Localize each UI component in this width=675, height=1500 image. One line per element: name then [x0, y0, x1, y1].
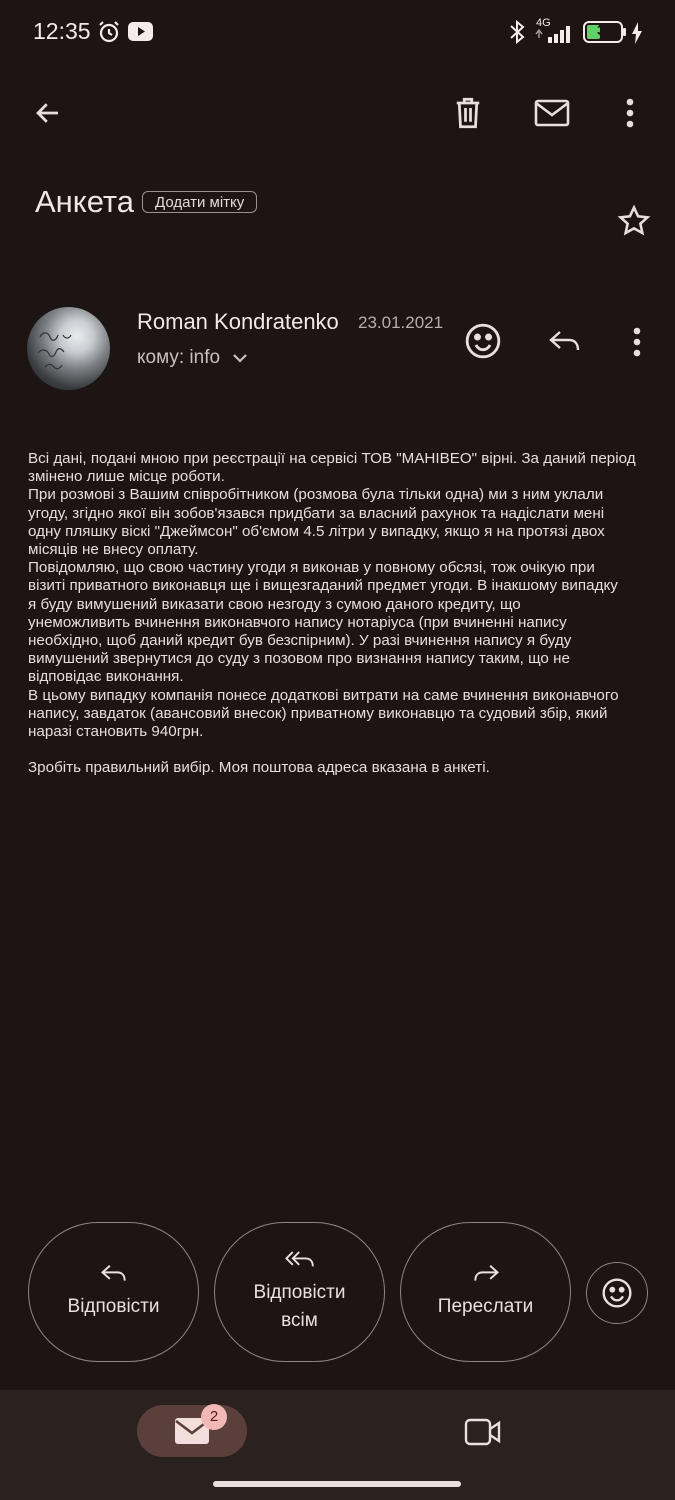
alarm-icon: [97, 20, 121, 44]
youtube-icon: [128, 22, 153, 41]
sender-name: Roman Kondratenko: [137, 309, 339, 334]
reply-all-button[interactable]: [214, 1222, 385, 1362]
back-arrow-icon[interactable]: [25, 90, 71, 136]
signal-icon: [534, 24, 576, 44]
trash-icon[interactable]: [445, 90, 491, 136]
mail-badge: 2: [201, 1404, 227, 1430]
forward-label: Переслати: [437, 1296, 534, 1317]
reply-all-label: Відповісти всім: [253, 1282, 346, 1331]
reply-icon: [100, 1263, 128, 1285]
reply-icon[interactable]: [543, 320, 587, 364]
emoji-react-icon[interactable]: [460, 318, 506, 364]
bluetooth-icon: [508, 19, 526, 45]
more-vert-icon[interactable]: [610, 90, 650, 136]
forward-icon: [472, 1263, 500, 1285]
mail-tab[interactable]: [137, 1405, 247, 1457]
star-icon[interactable]: [613, 200, 655, 242]
home-indicator[interactable]: [213, 1481, 461, 1487]
reply-all-icon: [284, 1249, 316, 1271]
recipients-text: кому: info: [137, 347, 221, 368]
battery-level: 38: [597, 22, 614, 39]
forward-button[interactable]: [400, 1222, 571, 1362]
charging-icon: [631, 22, 643, 44]
email-date: 23.01.2021: [358, 313, 444, 332]
email-body: Всі дані, подані мною при реєстрації на сервісі ТОВ "МАНІВЕО" вірні. За даний період змінено лише місце роботи. При розмові з Вашим співробітником (розмова була тільки одна) ми з ним уклали угоду, згідно якої він зобов'язався придбати за власний рахунок та надіслати мені одну пляшку віскі "Джеймсон" об'ємом 4.5 літри у випадку, якщо я на протязі двох місяців не внесу оплату. Повідомляю, що свою частину угоди я виконав у повному обсязі, тож очікую при візиті приватного виконавця ще і вищезгаданий предмет угоди. В інакшому випадку я буду вимушений виказати свою незгоду з сумою даного кредиту, що унеможливить вчинення виконавчого напису нотаріуса (при вчиненні напису необхідно, щоб даний кредит був безспірним). У разі вчинення напису я буду вимушений звернутися до суду з позовом про визнання напису таким, що не відповідає виконання. В цьому випадку компанія понесе додаткові витрати на саме вчинення виконавчого напису, завдаток (авансовий внесок) приватному виконавцю та судовий збір, який наразі становить 940грн. Зробіть правильний вибір. Моя поштова адреса вказана в анкеті.: [28, 450, 636, 777]
status-time: 12:35: [33, 18, 91, 44]
email-subject: Анкета: [35, 184, 135, 219]
chevron-down-icon: [232, 352, 248, 364]
mail-unread-icon[interactable]: [527, 90, 577, 136]
emoji-reaction-button[interactable]: [586, 1262, 648, 1324]
message-more-icon[interactable]: [620, 320, 654, 364]
video-meet-icon[interactable]: [460, 1410, 506, 1454]
reply-button[interactable]: [28, 1222, 199, 1362]
recipients-toggle[interactable]: [137, 347, 248, 369]
add-label-button[interactable]: Додати мітку: [142, 191, 257, 213]
reply-label: Відповісти: [67, 1296, 160, 1317]
network-type: 4G: [536, 17, 551, 29]
sender-avatar[interactable]: [27, 307, 110, 390]
